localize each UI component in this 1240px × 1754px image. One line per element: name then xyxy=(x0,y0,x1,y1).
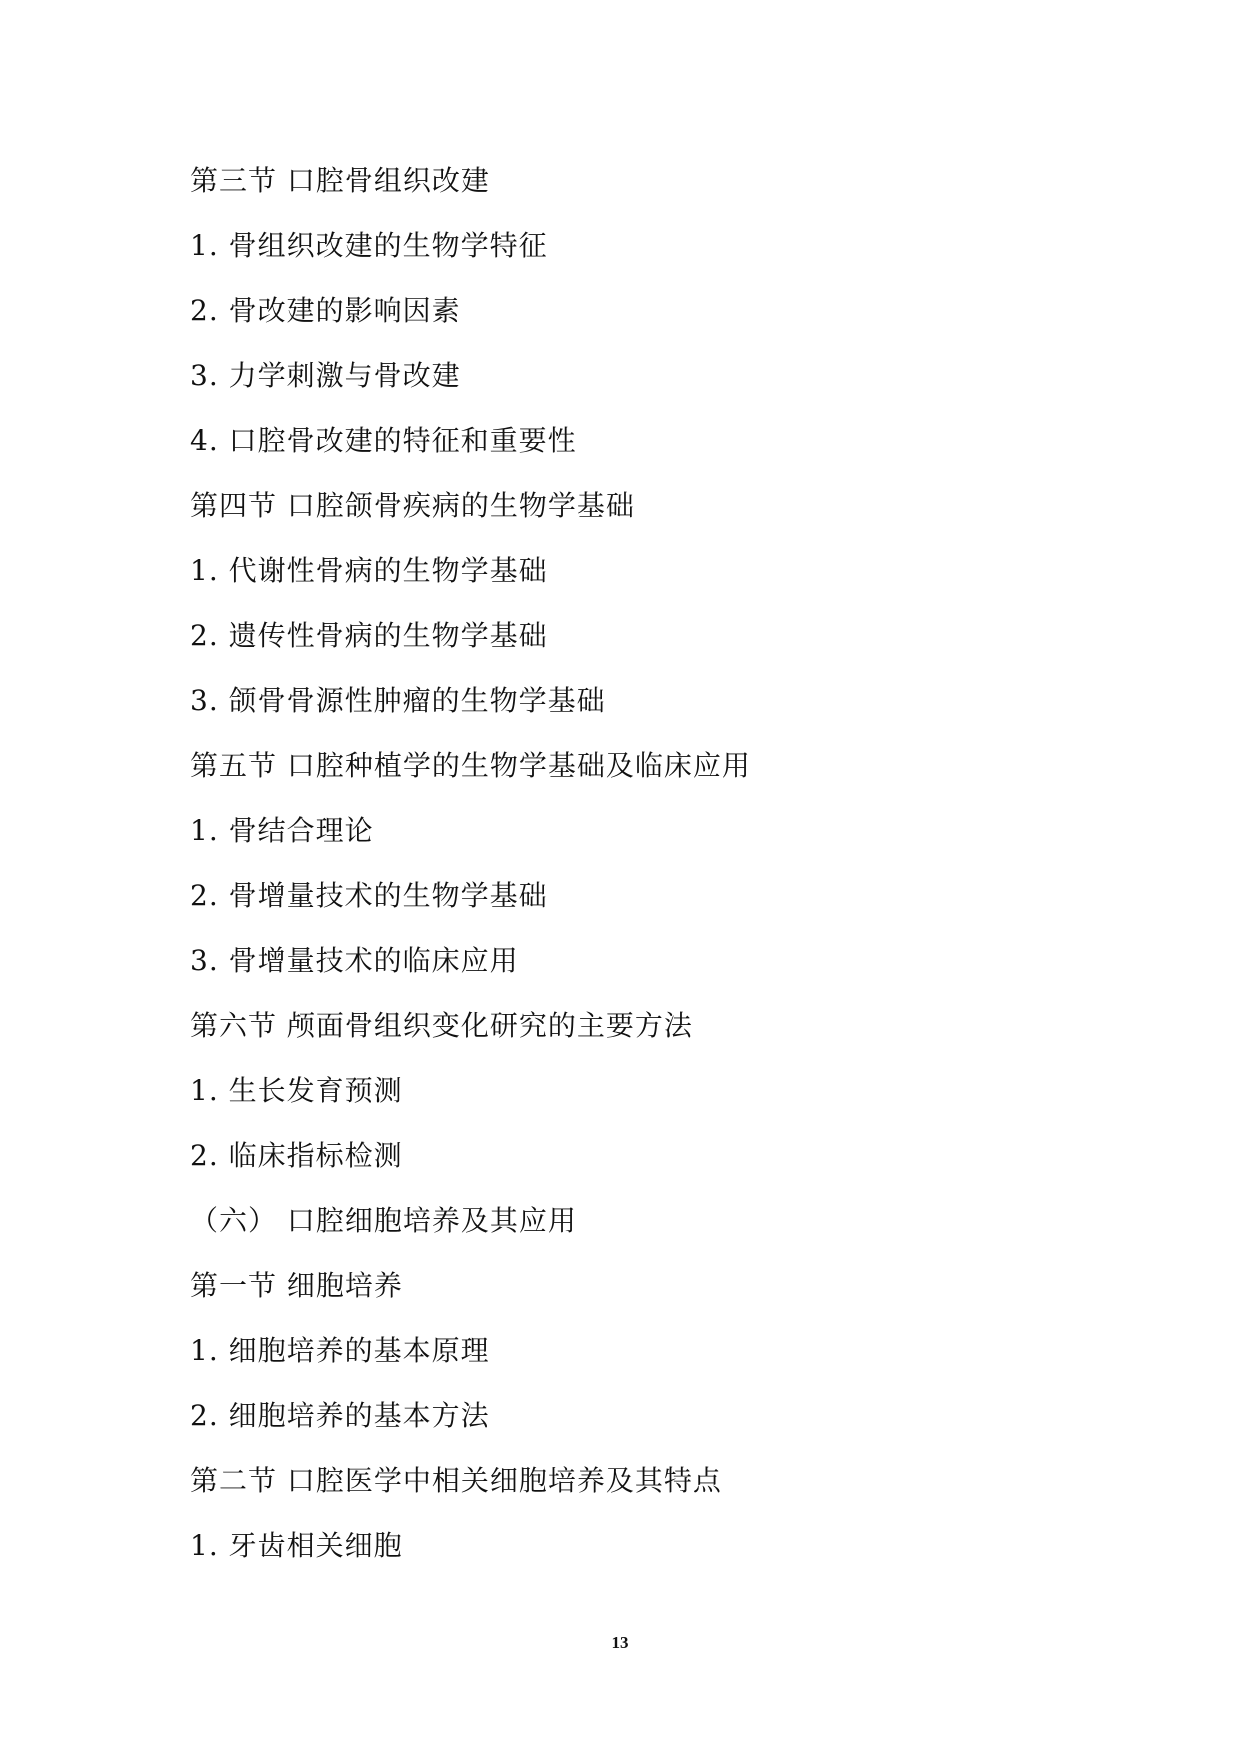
page-number: 13 xyxy=(611,1633,629,1652)
section-heading: 第六节 颅面骨组织变化研究的主要方法 xyxy=(190,1009,693,1042)
list-item: 3. 骨增量技术的临床应用 xyxy=(190,944,519,977)
list-item: 1. 骨组织改建的生物学特征 xyxy=(190,229,548,262)
section-heading: 第二节 口腔医学中相关细胞培养及其特点 xyxy=(190,1464,722,1497)
list-item: 2. 临床指标检测 xyxy=(190,1139,403,1172)
list-item: 2. 细胞培养的基本方法 xyxy=(190,1399,490,1432)
outline-list xyxy=(190,160,1190,1590)
list-item: 3. 颌骨骨源性肿瘤的生物学基础 xyxy=(190,684,606,717)
list-item: 2. 骨增量技术的生物学基础 xyxy=(190,879,548,912)
chapter-heading: （六） 口腔细胞培养及其应用 xyxy=(190,1204,577,1237)
section-heading: 第五节 口腔种植学的生物学基础及临床应用 xyxy=(190,749,751,782)
list-item: 3. 力学刺激与骨改建 xyxy=(190,359,461,392)
list-item: 1. 牙齿相关细胞 xyxy=(190,1529,403,1562)
list-item: 1. 细胞培养的基本原理 xyxy=(190,1334,490,1367)
list-item: 4. 口腔骨改建的特征和重要性 xyxy=(190,424,577,457)
list-item: 1. 生长发育预测 xyxy=(190,1074,403,1107)
section-heading: 第一节 细胞培养 xyxy=(190,1269,403,1302)
list-item: 2. 骨改建的影响因素 xyxy=(190,294,461,327)
list-item: 2. 遗传性骨病的生物学基础 xyxy=(190,619,548,652)
list-item: 1. 代谢性骨病的生物学基础 xyxy=(190,554,548,587)
list-item: 1. 骨结合理论 xyxy=(190,814,374,847)
section-heading: 第四节 口腔颌骨疾病的生物学基础 xyxy=(190,489,635,522)
section-heading: 第三节 口腔骨组织改建 xyxy=(190,164,490,197)
